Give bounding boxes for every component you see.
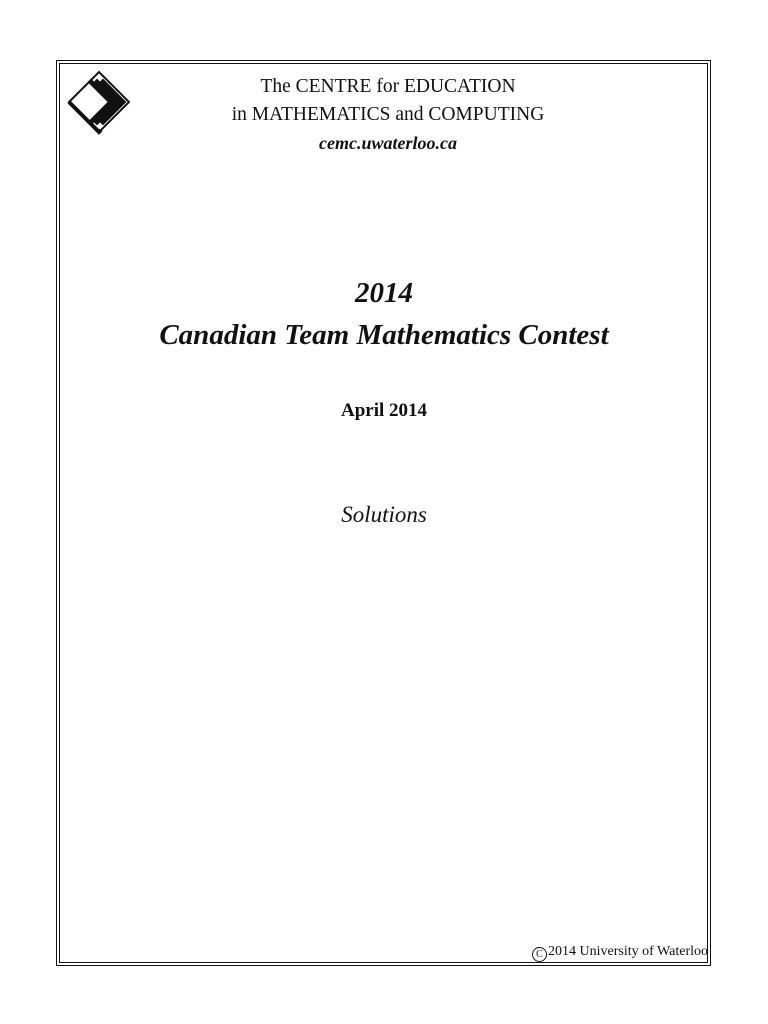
- document-type: Solutions: [341, 502, 427, 527]
- copyright-text: 2014 University of Waterloo: [548, 944, 708, 959]
- contest-year: 2014: [355, 277, 413, 309]
- copyright-icon: C: [532, 947, 547, 962]
- contest-date: April 2014: [340, 400, 428, 421]
- contest-title: Canadian Team Mathematics Contest: [159, 319, 609, 351]
- header-url: cemc.uwaterloo.ca: [319, 133, 457, 153]
- cemc-logo-icon: [67, 70, 133, 136]
- copyright-notice: [532, 943, 708, 962]
- header-line-2: in MATHEMATICS and COMPUTING: [231, 104, 545, 125]
- header-line-1: The CENTRE for EDUCATION: [260, 76, 516, 97]
- header: [140, 73, 636, 157]
